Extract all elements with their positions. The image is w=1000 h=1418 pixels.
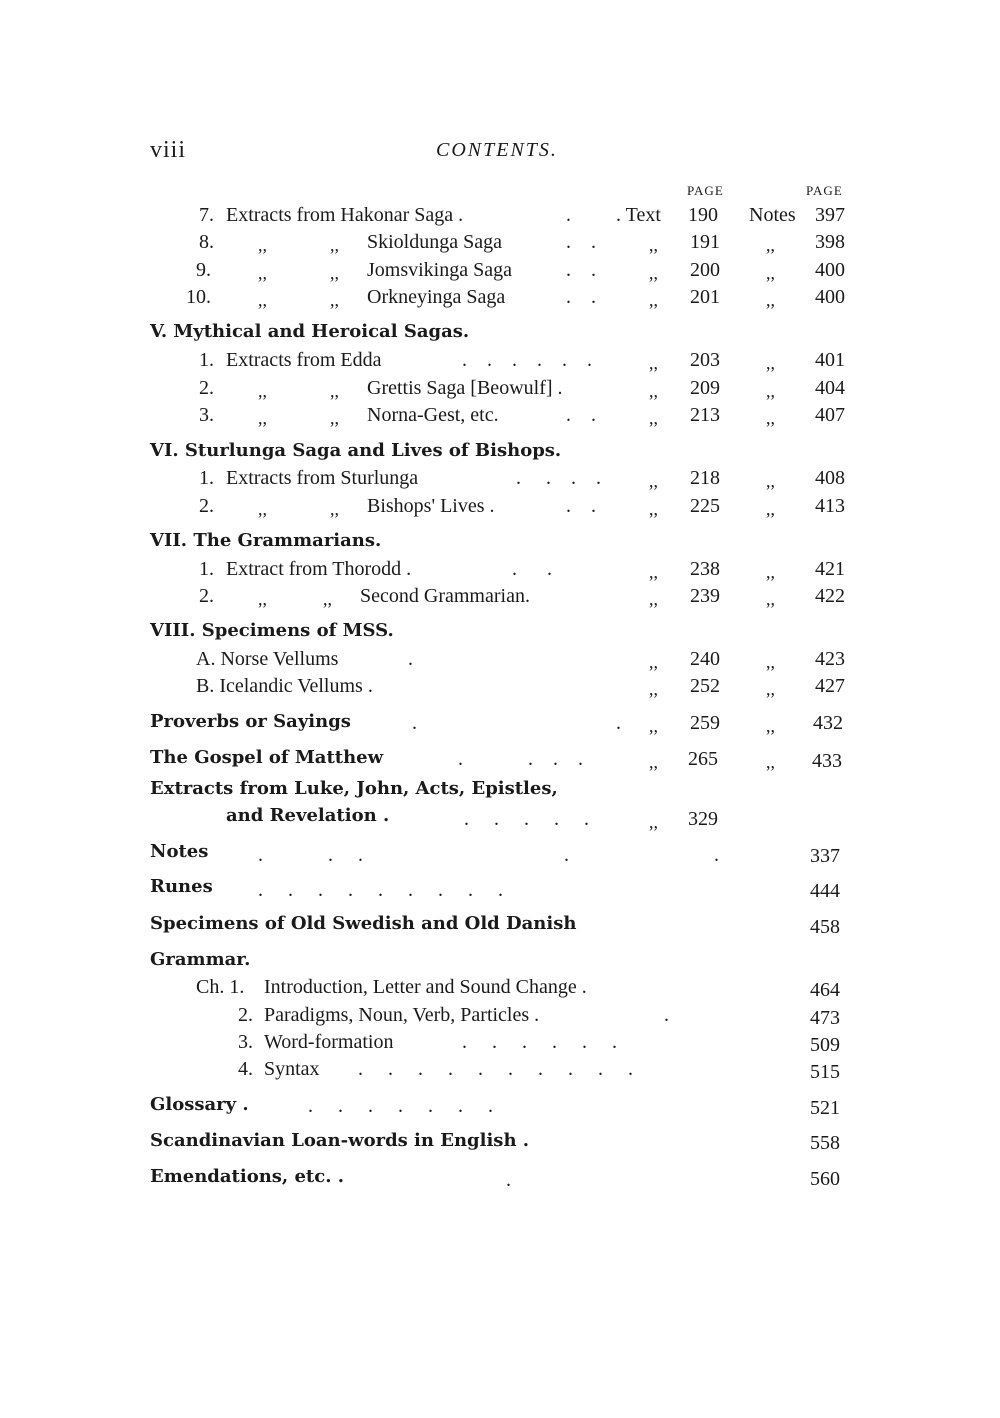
leader-dots: .	[664, 1004, 669, 1026]
ditto-mark: ,,	[330, 499, 339, 519]
ditto-mark: ,,	[330, 408, 339, 428]
ditto-mark: ,,	[766, 290, 775, 310]
text-page: 201	[690, 286, 720, 308]
section-heading: VII. The Grammarians.	[150, 530, 382, 551]
leader-dots: . . . . .	[464, 808, 589, 830]
ditto-mark: ,,	[766, 235, 775, 255]
text-page: 191	[690, 231, 720, 253]
ditto-mark: ,,	[766, 589, 775, 609]
leader-dots: . . . . . . . . .	[258, 879, 503, 901]
text-page: 190	[688, 204, 718, 226]
page: 515	[810, 1061, 840, 1083]
notes-page: 422	[815, 585, 845, 607]
entry-label: Paradigms, Noun, Verb, Particles .	[264, 1004, 540, 1026]
text-page: 213	[690, 404, 720, 426]
notes-page: 433	[812, 750, 842, 772]
leader-dots: . . . .	[458, 748, 583, 770]
page: 560	[810, 1168, 840, 1190]
ditto-mark: ,,	[766, 752, 775, 772]
entry-number: 2.	[238, 1004, 253, 1026]
entry-number: 9.	[196, 259, 211, 281]
section-heading: Grammar.	[150, 949, 251, 970]
entry-number: 3.	[199, 404, 214, 426]
page: 444	[810, 880, 840, 902]
leader-dots: . .	[566, 286, 596, 308]
entry-label: Extracts from Edda	[226, 349, 382, 371]
notes-page: 427	[815, 675, 845, 697]
section-heading: VI. Sturlunga Saga and Lives of Bishops.	[150, 440, 562, 461]
leader-dots: . . .	[258, 844, 363, 866]
entry-number: 3.	[238, 1031, 253, 1053]
leader-dots: . . . .	[516, 467, 601, 489]
leader-dots: . .	[566, 404, 596, 426]
text-page: 329	[688, 808, 718, 830]
ditto-mark: ,,	[649, 408, 658, 428]
entry-heading: Proverbs or Sayings	[150, 711, 351, 732]
ditto-mark: ,,	[649, 353, 658, 373]
ditto-mark: ,,	[258, 263, 267, 283]
entry-number: 2.	[199, 495, 214, 517]
entry-label: B. Icelandic Vellums .	[196, 675, 373, 697]
ditto-mark: ,,	[649, 652, 658, 672]
entry-label: Extract from Thorodd .	[226, 558, 412, 580]
ditto-mark: ,,	[766, 562, 775, 582]
page: 458	[810, 916, 840, 938]
leader-dots: .	[616, 712, 621, 734]
ditto-mark: ,,	[258, 589, 267, 609]
leader-dots: . . . . . .	[462, 349, 592, 371]
ditto-mark: ,,	[649, 235, 658, 255]
entry-label: Word-formation	[264, 1031, 394, 1053]
entry-heading: Specimens of Old Swedish and Old Danish	[150, 913, 577, 934]
notes-page: 421	[815, 558, 845, 580]
ditto-mark: ,,	[258, 381, 267, 401]
text-page: 252	[690, 675, 720, 697]
entry-label: Norna-Gest, etc.	[367, 404, 499, 426]
entry-label: Second Grammarian.	[360, 585, 530, 607]
text-page-column-header: PAGE	[687, 183, 724, 198]
text-page: 225	[690, 495, 720, 517]
page-number: viii	[150, 137, 187, 163]
text-label: . Text	[616, 204, 661, 226]
notes-page: 400	[815, 286, 845, 308]
entry-number: 10.	[186, 286, 211, 308]
notes-page: 401	[815, 349, 845, 371]
text-page: 218	[690, 467, 720, 489]
text-page: 240	[690, 648, 720, 670]
entry-label: Extracts from Sturlunga	[226, 467, 419, 489]
ditto-mark: ,,	[649, 562, 658, 582]
entry-number: 1.	[199, 349, 214, 371]
ditto-mark: ,,	[649, 589, 658, 609]
entry-number: 4.	[238, 1058, 253, 1080]
entry-label: Orkneyinga Saga	[367, 286, 506, 308]
running-title: CONTENTS.	[436, 139, 558, 161]
page: 521	[810, 1097, 840, 1119]
entry-number: Ch. 1.	[196, 976, 245, 998]
ditto-mark: ,,	[330, 381, 339, 401]
notes-page: 400	[815, 259, 845, 281]
ditto-mark: ,,	[766, 652, 775, 672]
entry-label: Skioldunga Saga	[367, 231, 502, 253]
notes-page: 398	[815, 231, 845, 253]
ditto-mark: ,,	[330, 235, 339, 255]
notes-page: 413	[815, 495, 845, 517]
leader-dots: .	[408, 648, 413, 670]
entry-heading: Glossary .	[150, 1094, 249, 1115]
ditto-mark: ,,	[766, 353, 775, 373]
ditto-mark: ,,	[649, 263, 658, 283]
leader-dots: .	[566, 204, 571, 226]
entry-heading: Scandinavian Loan-words in English .	[150, 1130, 530, 1151]
leader-dots: . . . . . .	[462, 1031, 617, 1053]
ditto-mark: ,,	[330, 263, 339, 283]
notes-page: 423	[815, 648, 845, 670]
ditto-mark: ,,	[766, 471, 775, 491]
entry-number: 2.	[199, 377, 214, 399]
ditto-mark: ,,	[766, 408, 775, 428]
entry-heading: The Gospel of Matthew	[150, 747, 384, 768]
ditto-mark: ,,	[258, 290, 267, 310]
entry-number: 2.	[199, 585, 214, 607]
ditto-mark: ,,	[649, 471, 658, 491]
text-page: 238	[690, 558, 720, 580]
ditto-mark: ,,	[649, 499, 658, 519]
entry-heading-continued: and Revelation .	[226, 805, 390, 826]
notes-page: 408	[815, 467, 845, 489]
page: 464	[810, 979, 840, 1001]
ditto-mark: ,,	[649, 290, 658, 310]
ditto-mark: ,,	[649, 381, 658, 401]
entry-label: Grettis Saga [Beowulf] .	[367, 377, 563, 399]
ditto-mark: ,,	[766, 679, 775, 699]
ditto-mark: ,,	[766, 499, 775, 519]
text-page: 209	[690, 377, 720, 399]
ditto-mark: ,,	[649, 812, 658, 832]
leader-dots: .	[564, 844, 569, 866]
leader-dots: .	[412, 712, 417, 734]
leader-dots: . .	[566, 259, 596, 281]
leader-dots: . .	[566, 231, 596, 253]
page: 558	[810, 1132, 840, 1154]
entry-label: Extracts from Hakonar Saga .	[226, 204, 464, 226]
entry-number: 8.	[199, 231, 214, 253]
entry-label: A. Norse Vellums	[196, 648, 339, 670]
entry-number: 1.	[199, 558, 214, 580]
leader-dots: . . . . . . . . . .	[358, 1058, 633, 1080]
leader-dots: . . . . . . .	[308, 1095, 493, 1117]
leader-dots: . .	[566, 495, 596, 517]
ditto-mark: ,,	[649, 752, 658, 772]
section-heading: VIII. Specimens of MSS.	[150, 620, 394, 641]
notes-page-column-header: PAGE	[806, 183, 843, 198]
notes-page: 432	[813, 712, 843, 734]
ditto-mark: ,,	[766, 716, 775, 736]
text-page: 239	[690, 585, 720, 607]
notes-page: 404	[815, 377, 845, 399]
entry-number: 7.	[199, 204, 214, 226]
text-page: 265	[688, 748, 718, 770]
ditto-mark: ,,	[258, 235, 267, 255]
entry-heading: Extracts from Luke, John, Acts, Epistles,	[150, 778, 558, 799]
entry-number: 1.	[199, 467, 214, 489]
entry-heading: Notes	[150, 841, 209, 862]
entry-label: Syntax	[264, 1058, 320, 1080]
leader-dots: . .	[512, 558, 552, 580]
ditto-mark: ,,	[649, 679, 658, 699]
entry-label: Introduction, Letter and Sound Change .	[264, 976, 587, 998]
ditto-mark: ,,	[258, 408, 267, 428]
ditto-mark: ,,	[323, 589, 332, 609]
ditto-mark: ,,	[766, 263, 775, 283]
notes-label: Notes	[749, 204, 796, 226]
entry-heading: Emendations, etc. .	[150, 1166, 344, 1187]
page: 473	[810, 1007, 840, 1029]
notes-page: 407	[815, 404, 845, 426]
leader-dots: .	[506, 1169, 511, 1191]
entry-label: Bishops' Lives .	[367, 495, 495, 517]
ditto-mark: ,,	[330, 290, 339, 310]
ditto-mark: ,,	[766, 381, 775, 401]
entry-heading: Runes	[150, 876, 213, 897]
ditto-mark: ,,	[258, 499, 267, 519]
entry-label: Jomsvikinga Saga	[367, 259, 512, 281]
notes-page: 397	[815, 204, 845, 226]
ditto-mark: ,,	[649, 716, 658, 736]
section-heading: V. Mythical and Heroical Sagas.	[150, 321, 470, 342]
text-page: 203	[690, 349, 720, 371]
text-page: 259	[690, 712, 720, 734]
page: 337	[810, 845, 840, 867]
page: 509	[810, 1034, 840, 1056]
leader-dots: .	[714, 844, 719, 866]
text-page: 200	[690, 259, 720, 281]
